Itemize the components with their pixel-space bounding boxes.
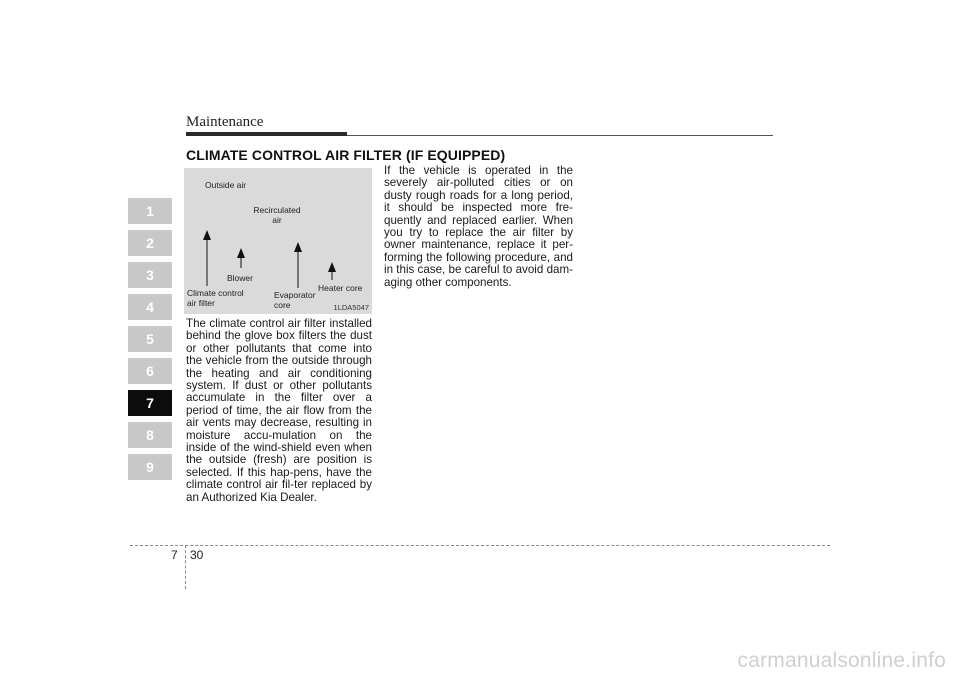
chapter-tab-3[interactable]: 3	[128, 262, 172, 288]
chapter-tab-2[interactable]: 2	[128, 230, 172, 256]
figure-code: 1LDA5047	[333, 303, 369, 312]
label-evaporator-core: Evaporator core	[274, 290, 316, 310]
label-heater-core: Heater core	[318, 283, 363, 293]
footer-page-number: 30	[190, 548, 204, 562]
filter-diagram	[184, 168, 372, 314]
chapter-tab-6[interactable]: 6	[128, 358, 172, 384]
chapter-tab-4[interactable]: 4	[128, 294, 172, 320]
header-rule-accent	[186, 132, 347, 136]
section-heading: CLIMATE CONTROL AIR FILTER (IF EQUIPPED)	[186, 147, 506, 163]
chapter-tab-5[interactable]: 5	[128, 326, 172, 352]
chapter-tab-9[interactable]: 9	[128, 454, 172, 480]
footer-chapter-number: 7	[171, 548, 178, 562]
chapter-tab-1[interactable]: 1	[128, 198, 172, 224]
label-blower: Blower	[227, 273, 253, 283]
header-title: Maintenance	[186, 114, 264, 130]
label-outside-air: Outside air	[205, 180, 247, 190]
chapter-tab-7[interactable]: 7	[128, 390, 172, 416]
label-recirculated-air: Recirculated air	[253, 205, 301, 225]
watermark: carmanualsonline.info	[737, 649, 946, 672]
footer-rule	[130, 545, 830, 546]
label-filter: Climate control air filter	[187, 288, 244, 308]
chapter-tab-8[interactable]: 8	[128, 422, 172, 448]
footer-divider	[185, 545, 186, 589]
chapter-tabs	[128, 198, 172, 486]
body-text-right: If the vehicle is operated in the severely air-polluted cities or on dusty rough roads for a long period, it should be inspected more fre-quently and replaced earlier. When you try to replace the air filter by owner maintenance, replace it per-forming the following procedure, and in this case, be careful to avoid dam-aging other components.	[384, 164, 573, 289]
body-text-left: The climate control air filter installed behind the glove box filters the dust or other pollutants that come into the vehicle from the outside through the heating and air conditioning system. If dust or other pollutants accumulate in the filter over a period of time, the air flow from the air vents may decrease, resulting in moisture accu-mulation on the inside of the wind-shield even when the outside (fresh) are position is selected. If this hap-pens, have the climate control air fil-ter replaced by an Authorized Kia Dealer.	[186, 317, 372, 504]
